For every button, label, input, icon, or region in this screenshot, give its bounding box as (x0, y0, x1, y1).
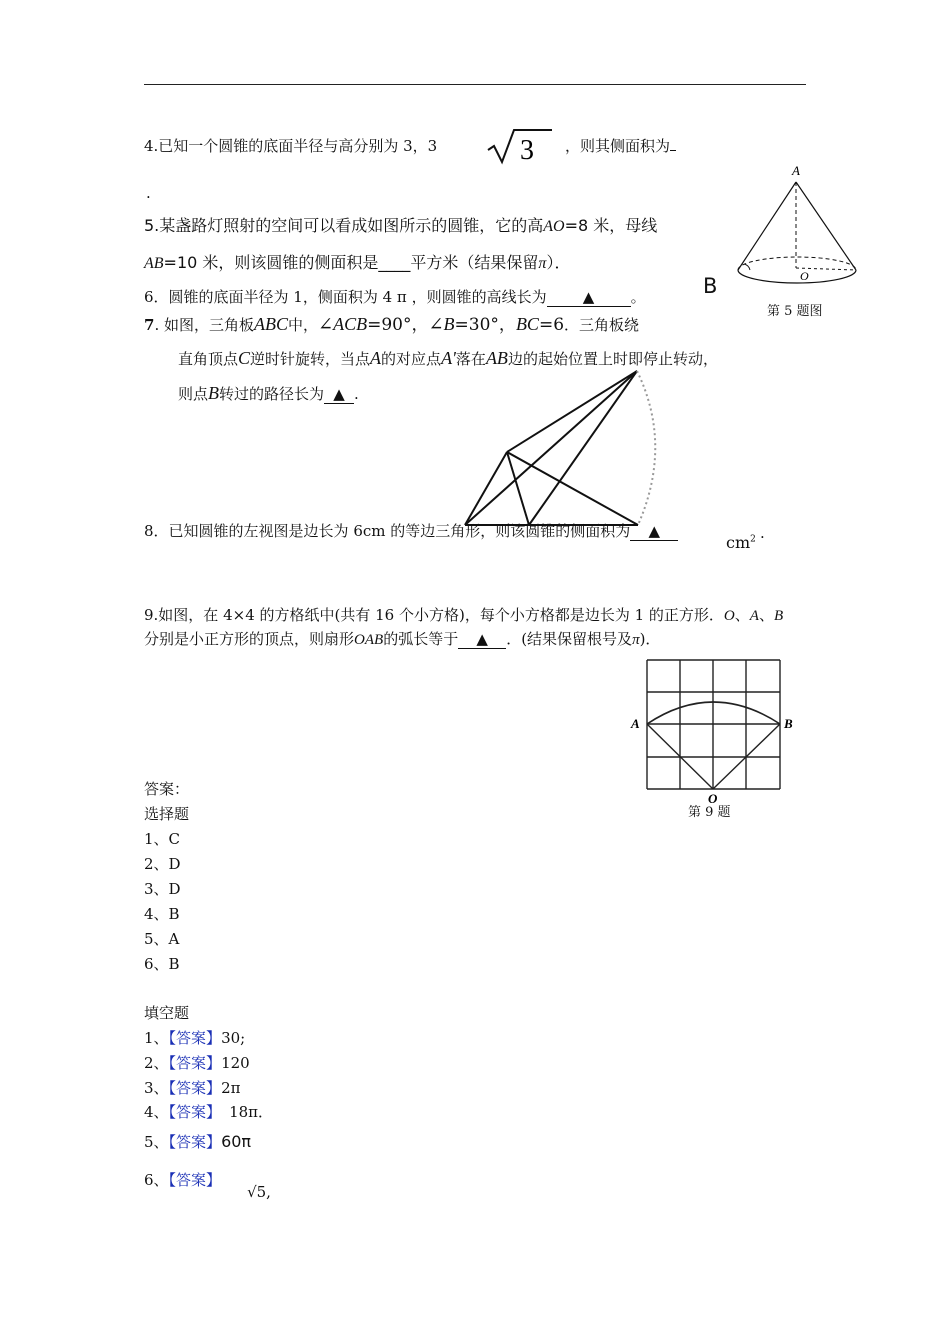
choice-answer: 4、B (144, 905, 180, 923)
fig9-label-B: B (784, 716, 793, 731)
fill-answer: 4、【答案】 18π． (144, 1103, 274, 1121)
q4-radical (486, 126, 556, 166)
fill-answer: 5、【答案】60π (144, 1132, 252, 1151)
question-8: 8．已知圆锥的左视图是边长为 6cm 的等边三角形，则该圆锥的侧面积为 ▲ (144, 520, 678, 541)
q8-end: . (760, 524, 765, 542)
choice-answer: 5、A (144, 930, 180, 948)
figure-9-caption: 第 9 题 (688, 805, 731, 820)
top-rule (144, 84, 806, 85)
answers-title: 答案： (144, 780, 190, 798)
fig9-label-O: O (708, 791, 718, 804)
q5-side-letter: B (703, 274, 718, 298)
figure-5-caption: 第 5 题图 (767, 304, 823, 319)
q4-prefix: 4.已知一个圆锥的底面半径与高分别为 3，3 (144, 137, 438, 155)
fill-answer: 2、【答案】120 (144, 1054, 250, 1072)
figure-5-cone (730, 160, 865, 295)
choice-answer: 6、B (144, 955, 180, 973)
choice-title: 选择题 (144, 805, 190, 823)
question-7-line2: 直角顶点C逆时针旋转，当点A的对应点A'落在AB边的起始位置上时即停止转动， (178, 348, 718, 368)
question-4 (144, 135, 437, 156)
choice-answer: 3、D (144, 880, 181, 898)
fill-answer: 1、【答案】30; (144, 1029, 246, 1047)
question-6: 6．圆锥的底面半径为 1，侧面积为 4 π ，则圆锥的高线长为 ▲ 。 (144, 288, 646, 306)
question-7-line3: 则点B转过的路径长为 ▲ . (178, 383, 359, 403)
fill-answer: 6、【答案】√5, (144, 1171, 271, 1201)
question-9-line1: 9.如图，在 4×4 的方格纸中(共有 16 个小方格)，每个小方格都是边长为 1 的正方形．O、A、B (144, 606, 784, 624)
figure-7-rotation (455, 365, 665, 540)
fig5-label-A: A (792, 163, 800, 178)
figure-9-grid (625, 656, 805, 804)
question-7-line1: 7. 如图，三角板ABC中，∠ACB=90°，∠B=30°，BC=6．三角板绕 (144, 314, 640, 335)
choice-answer: 1、C (144, 830, 181, 848)
q4-radical-value: 3 (520, 135, 534, 166)
q4-dot: . (146, 184, 151, 202)
question-5-line1: 5.某盏路灯照射的空间可以看成如图所示的圆锥，它的高AO=8 米，母线 (144, 216, 658, 235)
question-5-line2: AB=10 米，则该圆锥的侧面积是____平方米（结果保留π）． (144, 253, 571, 272)
q8-unit: $cm^2$ (726, 533, 756, 552)
fig9-label-A: A (631, 716, 640, 731)
q4-suffix-line: ，则其侧面积为 (565, 135, 676, 156)
fig5-label-O: O (800, 269, 809, 283)
question-9-line2: 分别是小正方形的顶点，则扇形OAB的弧长等于 ▲ ．(结果保留根号及π)． (144, 630, 661, 648)
choice-answer: 2、D (144, 855, 181, 873)
fill-title: 填空题 (144, 1004, 190, 1022)
fill-answer: 3、【答案】2π (144, 1079, 241, 1097)
